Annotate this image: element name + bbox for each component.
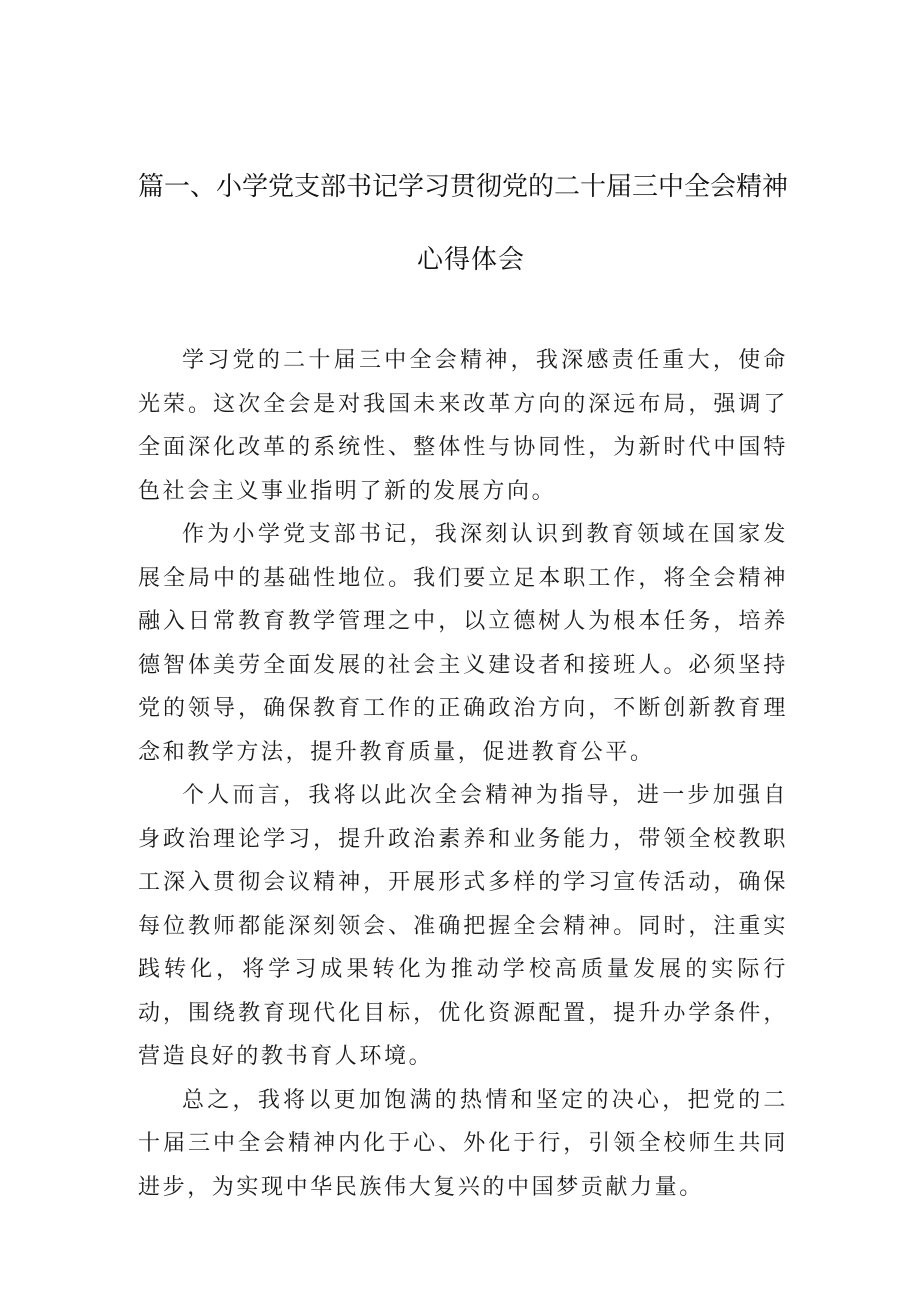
paragraph-2: 作为小学党支部书记，我深刻认识到教育领域在国家发展全局中的基础性地位。我们要立足本职工作，将全会精神融入日常教育教学管理之中，以立德树人为根本任务，培养德智体美劳全面发展的社会主义建设者和接班人。必须坚持党的领导，确保教育工作的正确政治方向，不断创新教育理念和教学方法，提升教育质量，促进教育公平。	[138, 522, 788, 765]
paragraph-3: 个人而言，我将以此次全会精神为指导，进一步加强自身政治理论学习，提升政治素养和业务能力，带领全校教职工深入贯彻会议精神，开展形式多样的学习宣传活动，确保每位教师都能深刻领会、准确把握全会精神。同时，注重实践转化，将学习成果转化为推动学校高质量发展的实际行动，围绕教育现代化目标，优化资源配置，提升办学条件，营造良好的教书育人环境。	[138, 783, 788, 1069]
document-title-line-1: 篇一、小学党支部书记学习贯彻党的二十届三中全会精神	[138, 172, 789, 202]
paragraph-1: 学习党的二十届三中全会精神，我深感责任重大，使命光荣。这次全会是对我国未来改革方向的深远布局，强调了全面深化改革的系统性、整体性与协同性，为新时代中国特色社会主义事业指明了新的发展方向。	[138, 348, 788, 504]
paragraph-4: 总之，我将以更加饱满的热情和坚定的决心，把党的二十届三中全会精神内化于心、外化于行，引领全校师生共同进步，为实现中华民族伟大复兴的中国梦贡献力量。	[138, 1087, 788, 1200]
document-body	[138, 339, 788, 1209]
document-title-line-2: 心得体会	[417, 245, 526, 275]
